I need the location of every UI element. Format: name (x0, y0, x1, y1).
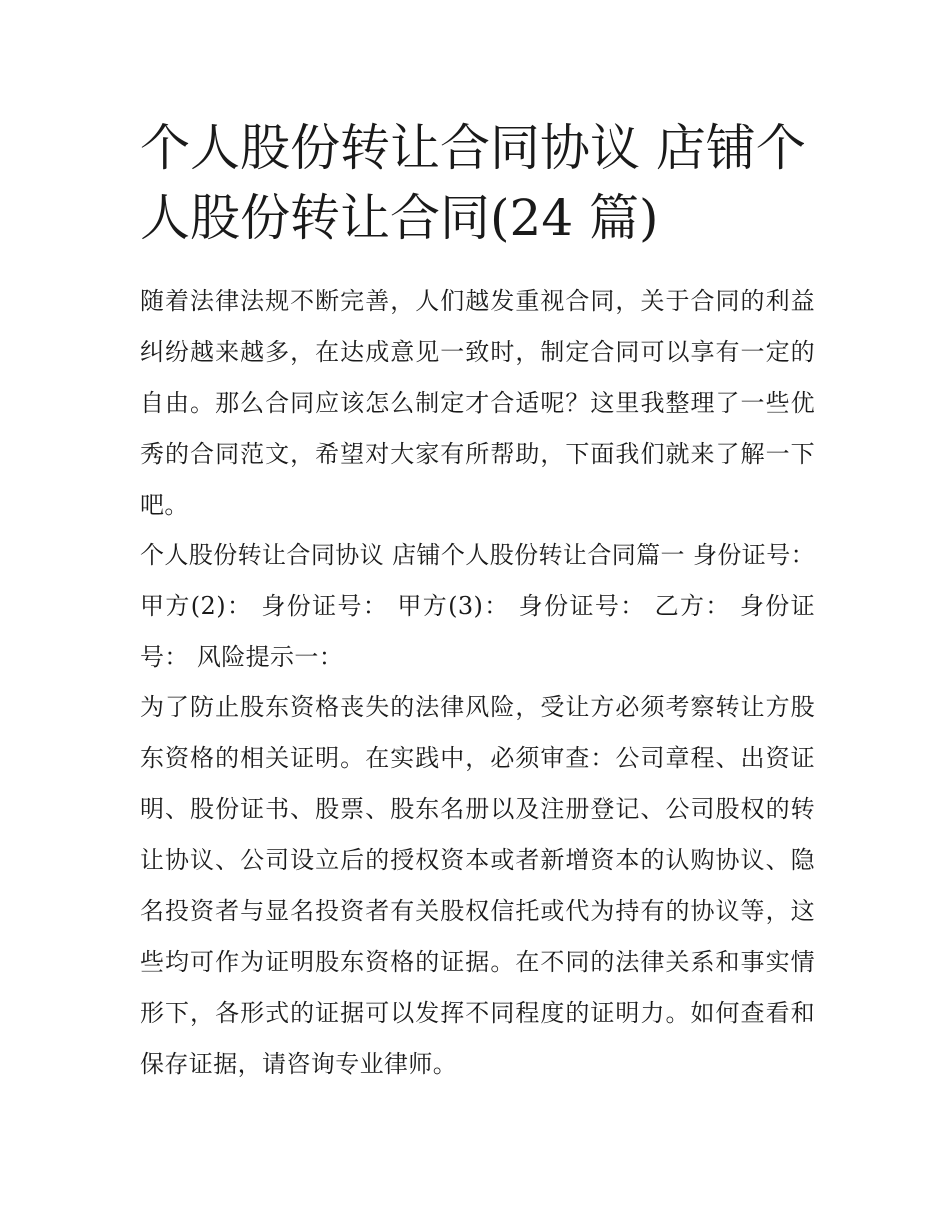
section-paragraph: 个人股份转让合同协议 店铺个人股份转让合同篇一 身份证号： 甲方(2)： 身份证号： 甲方(3)： 身份证号： 乙方： 身份证号： 风险提示一： (140, 541, 815, 671)
document-title: 个人股份转让合同协议 店铺个人股份转让合同(24 篇) (140, 119, 806, 247)
risk-paragraph: 为了防止股东资格丧失的法律风险，受让方必须考察转让方股东资格的相关证明。在实践中，必须审查：公司章程、出资证明、股份证书、股票、股东名册以及注册登记、公司股权的转让协议、公司设立后的授权资本或者新增资本的认购协议、隐名投资者与显名投资者有关股权信托或代为持有的协议等，这些均可作为证明股东资格的证据。在不同的法律关系和事实情形下，各形式的证据可以发挥不同程度的证明力。如何查看和保存证据，请咨询专业律师。 (140, 693, 815, 1078)
intro-paragraph: 随着法律法规不断完善，人们越发重视合同，关于合同的利益纠纷越来越多，在达成意见一致时，制定合同可以享有一定的自由。那么合同应该怎么制定才合适呢？这里我整理了一些优秀的合同范文，希望对大家有所帮助，下面我们就来了解一下吧。 (140, 287, 815, 519)
